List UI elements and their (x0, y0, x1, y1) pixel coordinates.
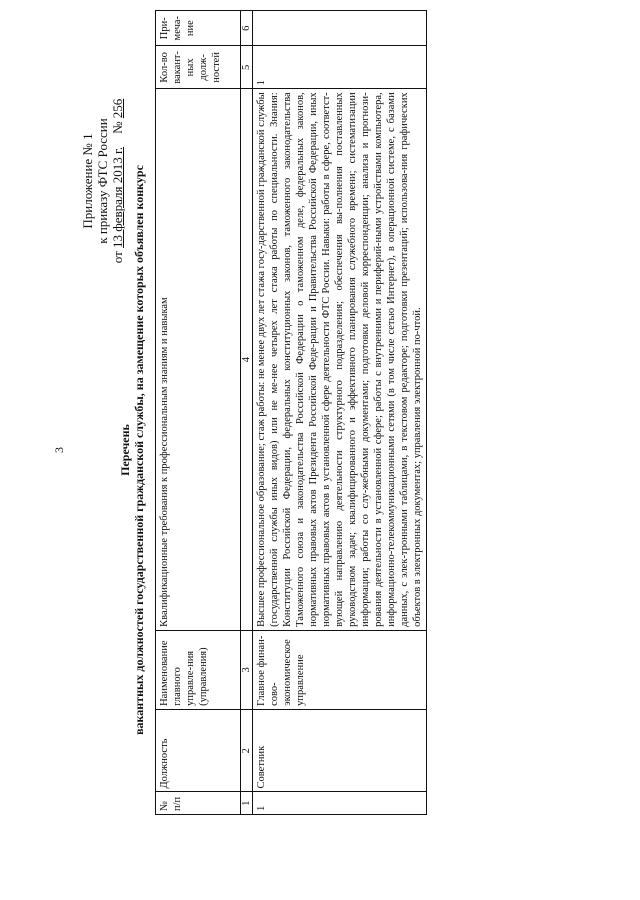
vacancies-table (155, 10, 427, 815)
column-number: 3 (241, 630, 253, 709)
appendix-order-ref: к приказу ФТС России (95, 118, 110, 244)
number-prefix: № (110, 121, 125, 134)
column-number: 6 (241, 11, 253, 46)
page-number: 3 (52, 447, 66, 453)
header-requirements: Квалификационные требования к профессиональным знаниям и навыкам (156, 89, 241, 631)
table-header-row (156, 11, 241, 815)
column-number: 2 (241, 709, 253, 792)
header-notes: При-меча-ние (156, 11, 241, 46)
header-department: Наименование главного управле-ния (управления) (156, 630, 241, 709)
row-count: 1 (253, 46, 427, 89)
order-number: 256 (110, 98, 125, 119)
header-position: Должность (156, 709, 241, 792)
order-date: 13 февраля 2013 г. (110, 146, 125, 248)
date-prefix: от (110, 251, 125, 264)
column-number-row (241, 11, 253, 815)
column-number: 4 (241, 89, 253, 631)
column-number: 5 (241, 46, 253, 89)
appendix-title: Приложение № 1 (80, 133, 95, 229)
title-heading: Перечень (118, 424, 132, 476)
row-department: Главное финан-сово-экономическое управление (253, 630, 427, 709)
header-count: Кол-во вакант-ных долж-ностей (156, 46, 241, 89)
row-notes (253, 11, 427, 46)
column-number: 1 (241, 792, 253, 815)
title-subheading: вакантных должностей государственной гражданской службы, на замещение которых объявлен конкурс (132, 165, 146, 735)
row-num: 1 (253, 792, 427, 815)
row-requirements: Высшее профессиональное образование; стаж работы: не менее двух лет стажа госу-дарственной гражданской службы (государственной службы иных видов) или не ме-нее четырех лет стажа работы по специальности. Знания: Конституции Российской Федерации, федеральных конституционных законов, таможенного законодательства Таможенного союза и законодательства Российской Федерации о таможенном деле, федеральных законов, нормативных правовых актов Президента Российской Феде-рации и Правительства Российской Федерации, иных нормативных правовых актов в установленной сфере деятельности ФТС России. Навыки: работы в сфере, соответст-вующей направлению деятельности структурного подразделения; обеспечения вы-полнения поставленных руководством задач; квалифицированного и эффективного планирования служебного времени; систематизации информации; работы со слу-жебными документами; подготовки деловой корреспонденции; анализа и прогнози-рования деятельности в установленной сфере; работы с внутренними и периферий-ными устройствами компьютера, информационно-телекоммуникационными сетями (в том числе сетью Интернет), в операционной системе, с базами данных, с элек-тронными таблицами, в текстовом редакторе; подготовки презентаций; использова-ния графических объектов в электронных документах; управления электронной по-чтой. (253, 89, 427, 631)
row-position: Советник (253, 709, 427, 792)
document-title (118, 0, 146, 900)
table-row (253, 11, 427, 815)
header-num: № п/п (156, 792, 241, 815)
